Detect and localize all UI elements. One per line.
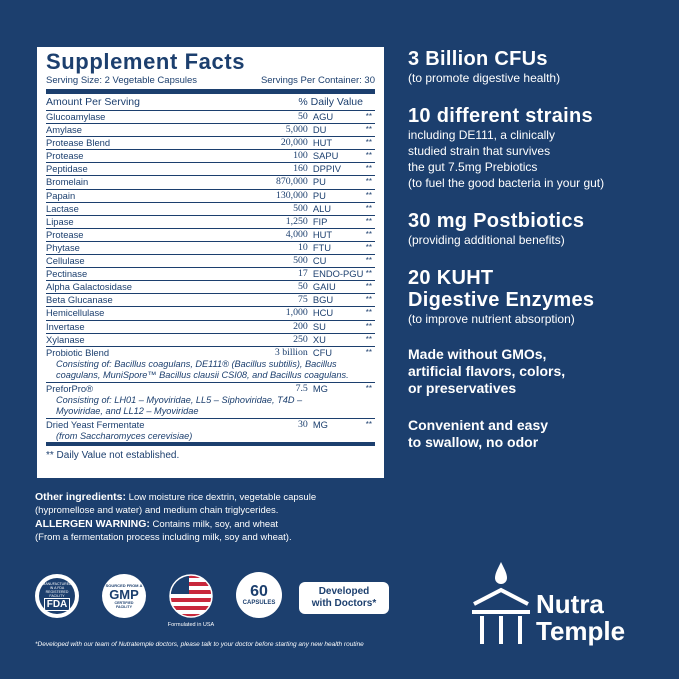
fda-ring-text: MANUFACTURED IN A FDA REGISTERED FACILITY — [42, 581, 72, 598]
row-dv: ** — [365, 229, 372, 239]
table-row — [46, 268, 375, 281]
probiotic-consist-2: coagulans, MuniSpore™ Bacillus clausii CSI08, and Bacillus coagulans. — [56, 370, 349, 381]
table-row — [46, 255, 375, 268]
dv-footnote: ** Daily Value not established. — [46, 450, 180, 462]
usa-flag-icon — [169, 574, 213, 618]
row-value: 870,000 — [275, 176, 308, 188]
row-value: 5,000 — [285, 124, 308, 136]
row-value: 4,000 — [285, 228, 308, 240]
table-row — [46, 242, 375, 255]
gmp-badge — [102, 574, 146, 618]
yeast-sub: (from Saccharomyces cerevisiae) — [56, 430, 193, 441]
capsule-label: CAPSULES — [242, 600, 276, 606]
row-value: 130,000 — [275, 189, 308, 201]
table-row — [46, 334, 375, 347]
row-name: Protease Blend — [46, 137, 111, 149]
row-dv: ** — [365, 138, 372, 148]
fda-text: FDA — [44, 598, 71, 611]
other-ingredients-line2: (hypromellose and water) and medium chain triglycerides. — [35, 505, 279, 517]
claims-column — [408, 48, 673, 451]
allergen-line2: (From a fermentation process including milk, soy and wheat). — [35, 532, 292, 544]
row-value: 7.5 — [295, 382, 308, 394]
row-name: Pectinase — [46, 268, 88, 280]
row-dv: ** — [365, 256, 372, 266]
row-value: 1,250 — [285, 215, 308, 227]
row-dv: ** — [365, 282, 372, 292]
claim-free-from-1: Made without GMOs, — [408, 346, 547, 362]
claim-easy-1: Convenient and easy — [408, 417, 549, 433]
row-unit: PU — [312, 189, 326, 201]
row-dv: ** — [365, 334, 372, 344]
serving-size: Serving Size: 2 Vegetable Capsules — [46, 75, 198, 86]
claim-strains-sub-4: (to fuel the good bacteria in your gut) — [408, 176, 605, 190]
claim-enzymes-sub: (to improve nutrient absorption) — [408, 312, 575, 326]
table-row — [46, 137, 375, 150]
claim-cfu-sub: (to promote digestive health) — [408, 71, 561, 85]
row-name: Bromelain — [46, 176, 89, 188]
row-unit: MG — [312, 418, 328, 430]
row-name: Hemicellulase — [46, 307, 105, 319]
row-unit: CFU — [312, 346, 333, 358]
row-name: Probiotic Blend — [46, 346, 110, 358]
yeast-block — [46, 419, 375, 447]
row-unit: HUT — [312, 228, 333, 240]
row-unit: AGU — [312, 111, 334, 122]
row-value: 200 — [293, 320, 308, 332]
gmp-bottom-text: CERTIFIED FACILITY — [114, 601, 134, 609]
table-row — [46, 281, 375, 294]
row-name: Alpha Galactosidase — [46, 281, 132, 293]
usa-text: Formulated in USA — [167, 622, 215, 628]
row-name: Phytase — [46, 241, 80, 253]
preforpro-consist-1: Consisting of: LH01 – Myoviridae, LL5 – Siphoviridae, T4D – — [56, 394, 303, 405]
table-row — [46, 229, 375, 242]
row-unit: BGU — [312, 294, 334, 306]
row-dv: ** — [365, 308, 372, 318]
claim-enzymes-heading-2: Digestive Enzymes — [408, 289, 595, 311]
other-ingredients-text: Low moisture rice dextrin, vegetable capsule — [126, 492, 317, 503]
row-unit: DU — [312, 124, 327, 136]
table-row — [46, 176, 375, 189]
servings-per-container: Servings Per Container: 30 — [260, 75, 375, 86]
row-unit: DPPIV — [312, 163, 341, 175]
row-dv: ** — [365, 419, 372, 429]
facts-title: Supplement Facts — [46, 49, 246, 74]
row-value: 75 — [298, 294, 308, 306]
claim-free-from-3: or preservatives — [408, 380, 517, 396]
row-value: 50 — [298, 281, 308, 293]
developed-with-doctors-badge — [299, 582, 389, 614]
row-dv: ** — [365, 269, 372, 279]
row-unit: HCU — [312, 307, 334, 319]
row-value: 50 — [298, 111, 308, 122]
row-unit: CU — [312, 255, 327, 267]
row-name: PreforPro® — [46, 382, 94, 394]
table-row — [46, 347, 375, 359]
row-unit: SAPU — [312, 150, 339, 162]
row-name: Amylase — [46, 124, 82, 136]
claim-postbiotics-sub: (providing additional benefits) — [408, 233, 565, 247]
ingredients-text — [35, 491, 395, 545]
row-dv: ** — [365, 321, 372, 331]
row-unit: GAIU — [312, 281, 336, 293]
row-value: 160 — [293, 163, 308, 175]
brand-name-2: Temple — [536, 616, 626, 646]
doctors-line-2: with Doctors* — [311, 598, 377, 609]
row-name: Lactase — [46, 202, 79, 214]
row-dv: ** — [365, 203, 372, 213]
row-value: 30 — [298, 418, 308, 430]
row-name: Beta Glucanase — [46, 294, 113, 306]
claim-free-from-2: artificial flavors, colors, — [408, 363, 566, 379]
preforpro-block — [46, 383, 375, 419]
serving-info — [46, 75, 375, 94]
row-dv: ** — [365, 151, 372, 161]
other-ingredients-label: Other ingredients: — [35, 491, 127, 503]
row-name: Papain — [46, 189, 76, 201]
row-value: 1,000 — [285, 307, 308, 319]
row-unit: HUT — [312, 137, 333, 149]
row-unit: MG — [312, 382, 328, 394]
row-unit: ALU — [312, 202, 332, 214]
row-dv: ** — [365, 190, 372, 200]
row-unit: FIP — [312, 215, 328, 227]
row-name: Cellulase — [46, 255, 85, 267]
row-name: Protease — [46, 150, 84, 162]
row-value: 20,000 — [280, 137, 308, 149]
claim-strains-sub-1: including DE111, a clinically — [408, 128, 555, 142]
claim-strains-heading: 10 different strains — [408, 105, 593, 127]
row-value: 100 — [293, 150, 308, 162]
row-value: 10 — [298, 241, 308, 253]
table-row — [46, 124, 375, 137]
probiotic-block — [46, 347, 375, 383]
row-value: 500 — [293, 255, 308, 267]
amount-header-row — [46, 94, 375, 111]
allergen-text: Contains milk, soy, and wheat — [149, 518, 279, 530]
row-name: Lipase — [46, 215, 74, 227]
table-row — [46, 321, 375, 334]
table-row — [46, 203, 375, 216]
row-unit: FTU — [312, 241, 332, 253]
row-dv: ** — [365, 164, 372, 174]
row-name: Peptidase — [46, 163, 88, 175]
row-unit: PU — [312, 176, 326, 188]
row-dv: ** — [365, 242, 372, 252]
row-name: Dried Yeast Fermentate — [46, 418, 145, 430]
row-value: 17 — [298, 268, 308, 280]
dv-header: % Daily Value — [298, 96, 363, 108]
row-unit: SU — [312, 320, 326, 332]
table-row — [46, 111, 375, 124]
capsule-count: 60 — [250, 583, 268, 600]
row-name: Xylanase — [46, 333, 85, 345]
table-row — [46, 190, 375, 203]
doctors-footnote: *Developed with our team of Nutratemple doctors, please talk to your doctor before starting any new health routine — [35, 641, 364, 648]
row-dv: ** — [365, 383, 372, 393]
row-name: Protease — [46, 228, 84, 240]
brand-name-1: Nutra — [536, 589, 604, 619]
row-name: Glucoamylase — [46, 111, 106, 122]
row-value: 250 — [293, 333, 308, 345]
claim-strains-sub-2: studied strain that survives — [408, 144, 551, 158]
row-dv: ** — [365, 177, 372, 187]
allergen-label: ALLERGEN WARNING: — [35, 517, 150, 530]
claim-enzymes-heading-1: 20 KUHT — [408, 267, 494, 289]
preforpro-consist-2: Myoviridae, and LL12 – Myoviridae — [56, 406, 199, 417]
probiotic-consist-1: Consisting of: Bacillus coagulans, DE111® (Bacillus subtilis), Bacillus — [56, 358, 337, 369]
supplement-facts-panel — [35, 45, 386, 480]
claim-cfu-heading: 3 Billion CFUs — [408, 48, 548, 70]
fda-badge — [35, 574, 79, 618]
row-dv: ** — [365, 216, 372, 226]
table-row — [46, 419, 375, 431]
claim-postbiotics-heading: 30 mg Postbiotics — [408, 210, 585, 232]
table-row — [46, 163, 375, 176]
claim-easy-2: to swallow, no odor — [408, 434, 539, 450]
row-dv: ** — [365, 347, 372, 357]
temple-logo-icon — [470, 560, 532, 648]
gmp-text: GMP — [109, 587, 139, 602]
row-dv: ** — [365, 125, 372, 135]
ingredient-rows — [46, 111, 375, 347]
table-row — [46, 150, 375, 163]
row-value: 3 billion — [274, 346, 308, 358]
doctors-line-1: Developed — [318, 586, 370, 597]
row-dv: ** — [365, 112, 372, 121]
amount-header: Amount Per Serving — [46, 96, 140, 108]
table-row — [46, 294, 375, 307]
table-row — [46, 216, 375, 229]
row-dv: ** — [365, 295, 372, 305]
row-name: Invertase — [46, 320, 85, 332]
brand-logo — [470, 560, 625, 648]
table-row — [46, 383, 375, 395]
row-value: 500 — [293, 202, 308, 214]
claim-strains-sub-3: the gut 7.5mg Prebiotics — [408, 160, 538, 174]
row-unit: XU — [312, 333, 326, 345]
gmp-top-text: SOURCED FROM A — [105, 583, 143, 588]
table-row — [46, 307, 375, 320]
row-unit: ENDO-PGU — [312, 268, 364, 280]
usa-badge — [166, 574, 216, 628]
capsules-badge — [236, 572, 282, 618]
